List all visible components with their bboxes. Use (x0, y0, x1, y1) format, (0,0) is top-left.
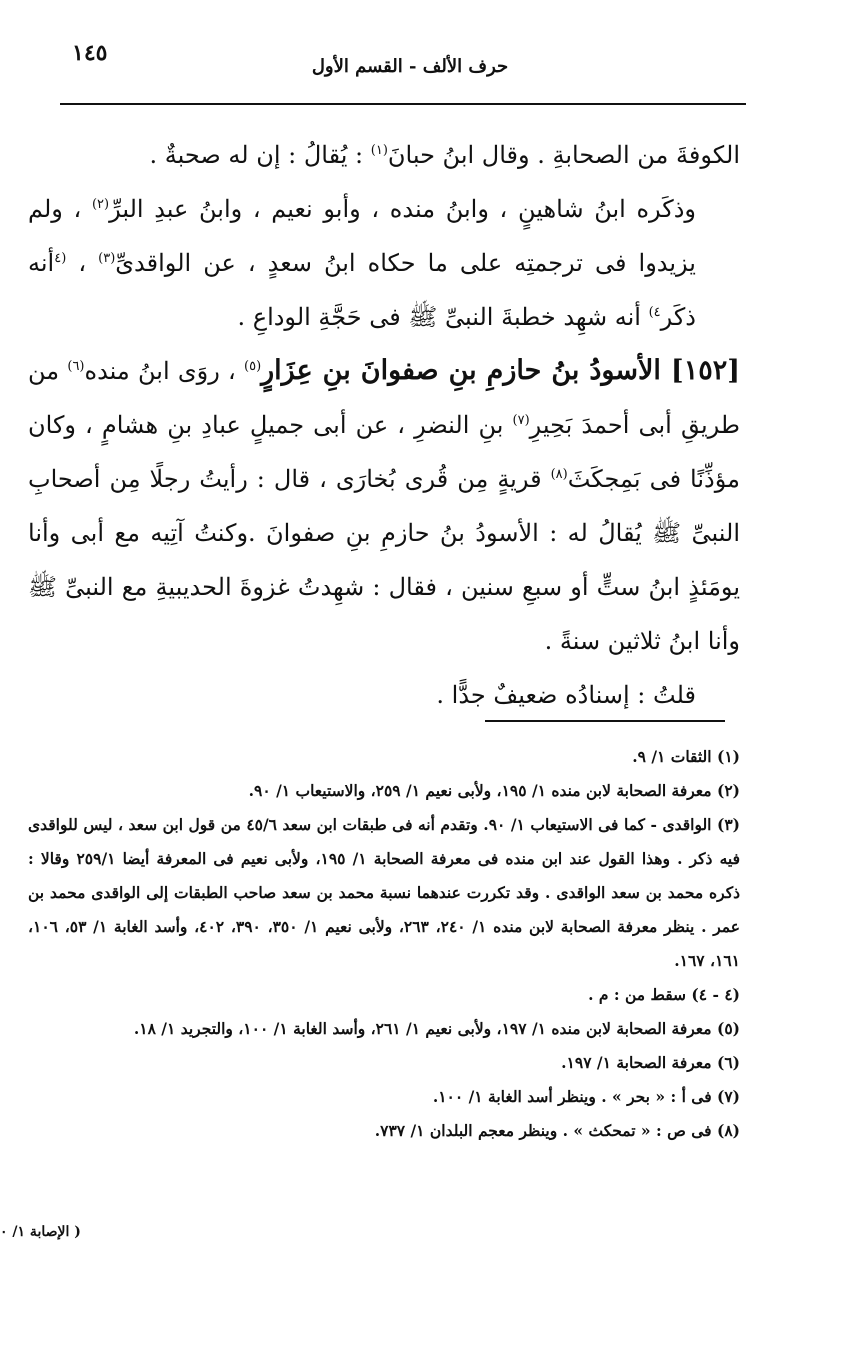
text-run: : يُقالُ : إن له صحبةٌ . (149, 141, 371, 169)
text-run: بنِ النضرِ ، عن أبى جميلٍ عبادِ بنِ هشامٍ ، وكان مؤذِّنًا فى بَمِجكَثَ (28, 411, 740, 493)
text-run: ، (66, 249, 99, 277)
footnote-marker: (٤ (54, 251, 67, 266)
text-run: ، ولم يزيدوا فى ترجمتِه على ما حكاه ابنُ سعدٍ ، عن الواقدىِّ (28, 195, 696, 277)
paragraph-4: قلتُ : إسنادُه ضعيفٌ جدًّا . (436, 681, 696, 709)
text-run: ، روَى ابنُ منده (84, 357, 244, 385)
text-run: وذكَره ابنُ شاهينٍ ، وابنُ منده ، وأبو نعيم ، وابنُ عبدِ البرِّ (109, 195, 696, 223)
footnote-marker: (٦) (67, 359, 85, 374)
entry-name: الأسودُ بنُ حازمِ بنِ صفوانَ بنِ عِزَارٍ (261, 355, 671, 386)
footnote-marker: (٨) (550, 467, 568, 482)
main-text (28, 128, 740, 722)
text-run: الكوفةَ من الصحابةِ . وقال ابنُ حبانَ (387, 141, 740, 169)
header-rule (60, 103, 746, 105)
paragraph-2 (28, 182, 740, 344)
entry-152 (28, 344, 740, 668)
footnote-5: (٥) معرفة الصحابة لابن منده ١/ ١٩٧، ولأبى نعيم ١/ ٢٦١، وأسد الغابة ١/ ١٠٠، والتجريد ١/ ١٨. (133, 1019, 740, 1038)
footnote-rule (485, 720, 725, 722)
footnote-marker: (١) (370, 143, 388, 158)
footnote-marker: (٥) (244, 359, 262, 374)
footnote-4: (٤ - ٤) سقط من : م . (588, 985, 740, 1004)
footnote-1: (١) الثقات ١/ ٩. (632, 747, 740, 766)
text-run: قريةٍ مِن قُرى بُخارَى ، قال : رأيتُ رجلًا مِن أصحابِ النبىِّ ﷺ يُقالُ له : الأسودُ بنُ حازمِ بنِ صفوانَ .وكنتُ آتِيه مع أبى وأنا يومَئذٍ ابنُ ستٍّ أو سبعِ سنين ، فقال : شهِدتُ غزوةَ الحديبيةِ مع النبىِّ ﷺ وأنا ابنُ ثلاثين سنةً . (28, 465, 740, 655)
footnote-6: (٦) معرفة الصحابة ١/ ١٩٧. (561, 1053, 740, 1072)
entry-number: [١٥٢] (670, 355, 740, 386)
text-run: أنه شهِد خطبةَ النبىِّ ﷺ فى حَجَّةِ الوداعِ . (237, 303, 649, 331)
footnote-7: (٧) فى أ : « بحر » . وينظر أسد الغابة ١/ ١٠٠. (432, 1087, 740, 1106)
margin-note: ( الإصابة ١/ ٠ (0, 1224, 81, 1240)
footnote-marker: (٢) (91, 197, 110, 212)
footnote-marker: (٣) (98, 251, 116, 266)
page-number: ١٤٥ (72, 40, 108, 66)
paragraph-1 (28, 128, 740, 182)
footnote-marker: ٤) (648, 305, 661, 320)
footnote-3: (٣) الواقدى - كما فى الاستيعاب ١/ ٩٠. وتقدم أنه فى طبقات ابن سعد ٤٥/٦ من قول ابن سعد ، ليس للواقدى فيه ذكر . وهذا القول عند ابن منده فى معرفة الصحابة ١/ ١٩٥، ولأبى نعيم فى المعرفة أيضا ٢٥٩/١ وقالا : ذكره محمد بن سعد الواقدى . وقد تكررت عندهما نسبة محمد بن سعد صاحب الطبقات إلى الواقدى محمد بن عمر . ينظر معرفة الصحابة لابن منده ١/ ٢٤٠، ٢٦٣، ولأبى نعيم ١/ ٣٥٠، ٣٩٠، ٤٠٢، وأسد الغابة ١/ ٥٣، ١٠٦، ١٦١، ١٦٧. (28, 815, 740, 970)
footnote-marker: (٧) (512, 413, 530, 428)
running-title: حرف الألف - القسم الأول (311, 56, 509, 77)
footnote-2: (٢) معرفة الصحابة لابن منده ١/ ١٩٥، ولأبى نعيم ١/ ٢٥٩، والاستيعاب ١/ ٩٠. (248, 781, 740, 800)
text-run: أنه ذكَر (28, 249, 696, 331)
text-run: من طريقِ أبى أحمدَ بَحِيرِ (28, 357, 740, 439)
footnotes (28, 740, 740, 1148)
footnote-8: (٨) فى ص : « تمحكث » . وينظر معجم البلدان ١/ ٧٣٧. (374, 1121, 740, 1140)
